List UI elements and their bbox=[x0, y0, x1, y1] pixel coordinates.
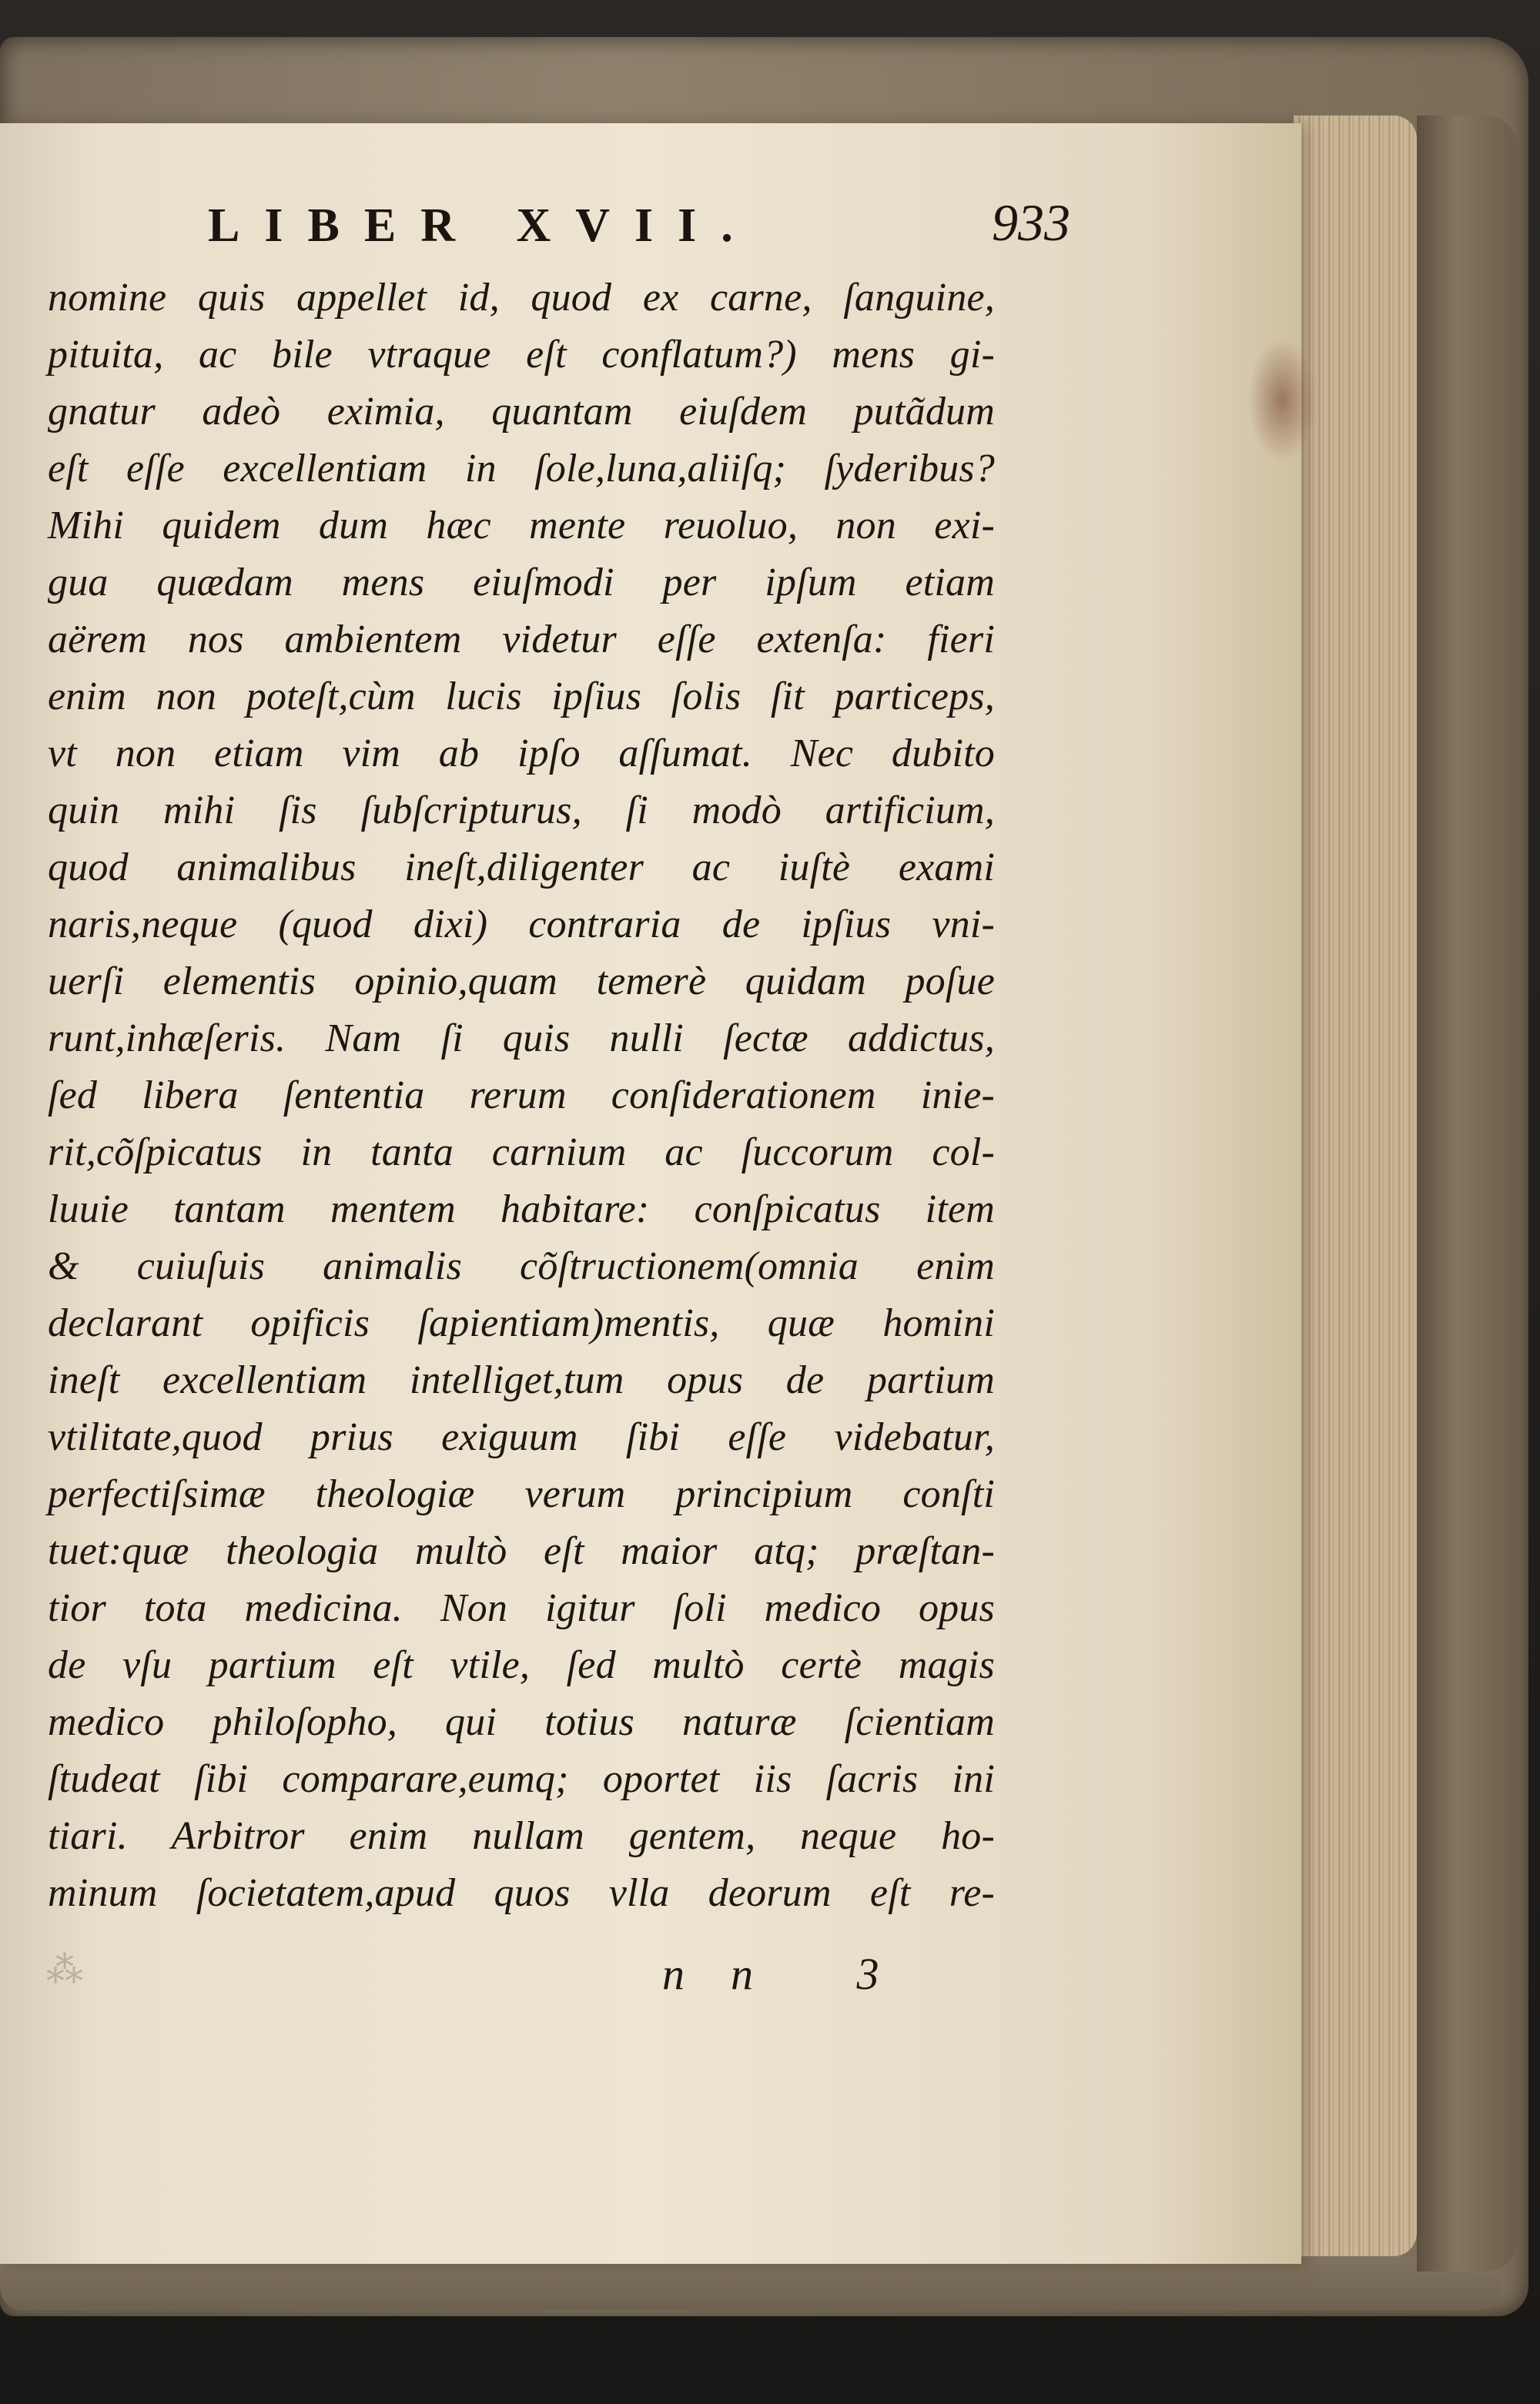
text-line: pituita, ac bile vtraque eſt conflatum?) mens gi- bbox=[48, 333, 995, 377]
text-line: & cuiuſuis animalis cõſtructionem(omnia enim bbox=[48, 1244, 995, 1288]
text-line: ſed libera ſententia rerum conſiderationem inie- bbox=[48, 1073, 995, 1117]
text-line: gua quædam mens eiuſmodi per ipſum etiam bbox=[48, 561, 995, 604]
text-line: gnatur adeò eximia, quantam eiuſdem putãdum bbox=[48, 390, 995, 434]
running-head-title: LIBER XVII. bbox=[208, 199, 758, 252]
page-number: 933 bbox=[992, 193, 1070, 252]
text-line: quin mihi ſis ſubſcripturus, ſi modò artificium, bbox=[48, 788, 995, 832]
running-head bbox=[208, 193, 1070, 262]
book-fore-edge-shadow bbox=[1417, 116, 1517, 2272]
text-line: declarant opificis ſapientiam)mentis, quæ homini bbox=[48, 1301, 995, 1345]
text-line: tior tota medicina. Non igitur ſoli medico opus bbox=[48, 1586, 995, 1630]
text-line: Mihi quidem dum hæc mente reuoluo, non exi- bbox=[48, 504, 995, 547]
body-text bbox=[48, 270, 995, 1922]
printer-signature: nn 3 bbox=[662, 1949, 926, 1999]
text-line: nomine quis appellet id, quod ex carne, ſanguine, bbox=[48, 276, 995, 320]
text-line: luuie tantam mentem habitare: conſpicatus item bbox=[48, 1187, 995, 1231]
text-line: naris,neque (quod dixi) contraria de ipſius vni- bbox=[48, 902, 995, 946]
text-line: vt non etiam vim ab ipſo aſſumat. Nec dubito bbox=[48, 732, 995, 775]
text-line: medico philoſopho, qui totius naturæ ſcientiam bbox=[48, 1700, 995, 1744]
text-line: perfectiſsimæ theologiæ verum principium conſti bbox=[48, 1472, 995, 1516]
text-line: uerſi elementis opinio,quam temerè quidam poſue bbox=[48, 959, 995, 1003]
book-cover-bottom-edge bbox=[0, 2256, 1502, 2310]
text-line: rit,cõſpicatus in tanta carnium ac ſuccorum col- bbox=[48, 1130, 995, 1174]
show-through-mark: ⁂ bbox=[46, 1950, 83, 1990]
text-line: enim non poteſt,cùm lucis ipſius ſolis ſit particeps, bbox=[48, 675, 995, 718]
text-line: eſt eſſe excellentiam in ſole,luna,aliiſq; ſyderibus? bbox=[48, 447, 995, 491]
signature-row bbox=[46, 1948, 970, 2010]
text-line: ineſt excellentiam intelliget,tum opus de partium bbox=[48, 1358, 995, 1402]
text-line: vtilitate,quod prius exiguum ſibi eſſe videbatur, bbox=[48, 1415, 995, 1459]
text-line: tiari. Arbitror enim nullam gentem, neque ho- bbox=[48, 1814, 995, 1858]
text-line: quod animalibus ineſt,diligenter ac iuſtè exami bbox=[48, 845, 995, 889]
text-line: ſtudeat ſibi comparare,eumq; oportet iis ſacris ini bbox=[48, 1757, 995, 1801]
text-line: de vſu partium eſt vtile, ſed multò certè magis bbox=[48, 1643, 995, 1687]
text-line: minum ſocietatem,apud quos vlla deorum eſt re- bbox=[48, 1871, 995, 1915]
text-line: aërem nos ambientem videtur eſſe extenſa: fieri bbox=[48, 618, 995, 661]
page-stain bbox=[1247, 339, 1317, 462]
text-line: runt,inhæſeris. Nam ſi quis nulli ſectæ addictus, bbox=[48, 1016, 995, 1060]
text-line: tuet:quæ theologia multò eſt maior atq; præſtan- bbox=[48, 1529, 995, 1573]
